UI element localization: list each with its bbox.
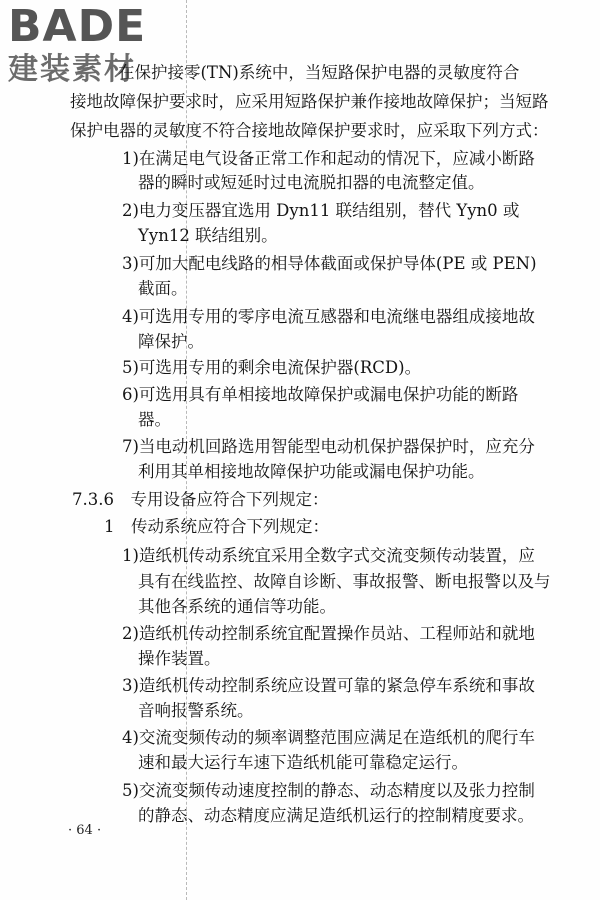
text-line: Yyn12 联结组别。: [138, 226, 278, 245]
text-line: 7)当电动机回路选用智能型电动机保护器保护时，应充分: [122, 437, 535, 456]
logo-subtitle: 建装素材: [8, 52, 136, 87]
text-line: 的静态、动态精度应满足造纸机运行的控制精度要求。: [138, 806, 534, 825]
text-line: 5)可选用专用的剩余电流保护器(RCD)。: [122, 358, 422, 377]
text-line: 2)电力变压器宜选用 Dyn11 联结组别，替代 Yyn0 或: [122, 201, 520, 220]
text-line: 保护电器的灵敏度不符合接地故障保护要求时，应采取下列方式：: [70, 121, 549, 140]
text-line: 1)在满足电气设备正常工作和起动的情况下，应减小断路: [122, 149, 535, 168]
watermark-logo: [8, 0, 178, 100]
logo-wordmark: BADE: [8, 1, 147, 52]
text-line: 利用其单相接地故障保护功能或漏电保护功能。: [138, 462, 485, 481]
text-line: 1)造纸机传动系统宜采用全数字式交流变频传动装置，应: [122, 546, 535, 565]
text-line: 接地故障保护要求时，应采用短路保护兼作接地故障保护；当短路: [70, 92, 549, 111]
text-line: 其他各系统的通信等功能。: [138, 597, 336, 616]
text-line: 障保护。: [138, 332, 204, 351]
text-line: 音响报警系统。: [138, 701, 254, 720]
text-line: 4)交流变频传动的频率调整范围应满足在造纸机的爬行车: [122, 728, 535, 747]
text-line: 5)交流变频传动速度控制的静态、动态精度以及张力控制: [122, 781, 535, 800]
text-line: 器的瞬时或短延时过电流脱扣器的电流整定值。: [138, 173, 485, 192]
text-line: 3)造纸机传动控制系统应设置可靠的紧急停车系统和事故: [122, 676, 535, 695]
text-line: 2)造纸机传动控制系统宜配置操作员站、工程师站和就地: [122, 624, 535, 643]
text-line: 3)可加大配电线路的相导体截面或保护导体(PE 或 PEN): [122, 254, 537, 273]
text-line: 6)可选用具有单相接地故障保护或漏电保护功能的断路: [122, 385, 519, 404]
page-number: · 64 ·: [68, 823, 102, 838]
section-heading: 7.3.6 专用设备应符合下列规定：: [72, 490, 329, 509]
text-line: 具有在线监控、故障自诊断、事故报警、断电报警以及与: [138, 572, 551, 591]
text-line: 器。: [138, 410, 171, 429]
subsection-heading: 1 传动系统应符合下列规定：: [104, 517, 329, 536]
text-line: 速和最大运行车速下造纸机能可靠稳定运行。: [138, 753, 468, 772]
text-line: 截面。: [138, 279, 188, 298]
text-line: 操作装置。: [138, 649, 221, 668]
text-line: 4)可选用专用的零序电流互感器和电流继电器组成接地故: [122, 307, 535, 326]
text-line: 在保护接零(TN)系统中，当短路保护电器的灵敏度符合: [118, 63, 520, 82]
